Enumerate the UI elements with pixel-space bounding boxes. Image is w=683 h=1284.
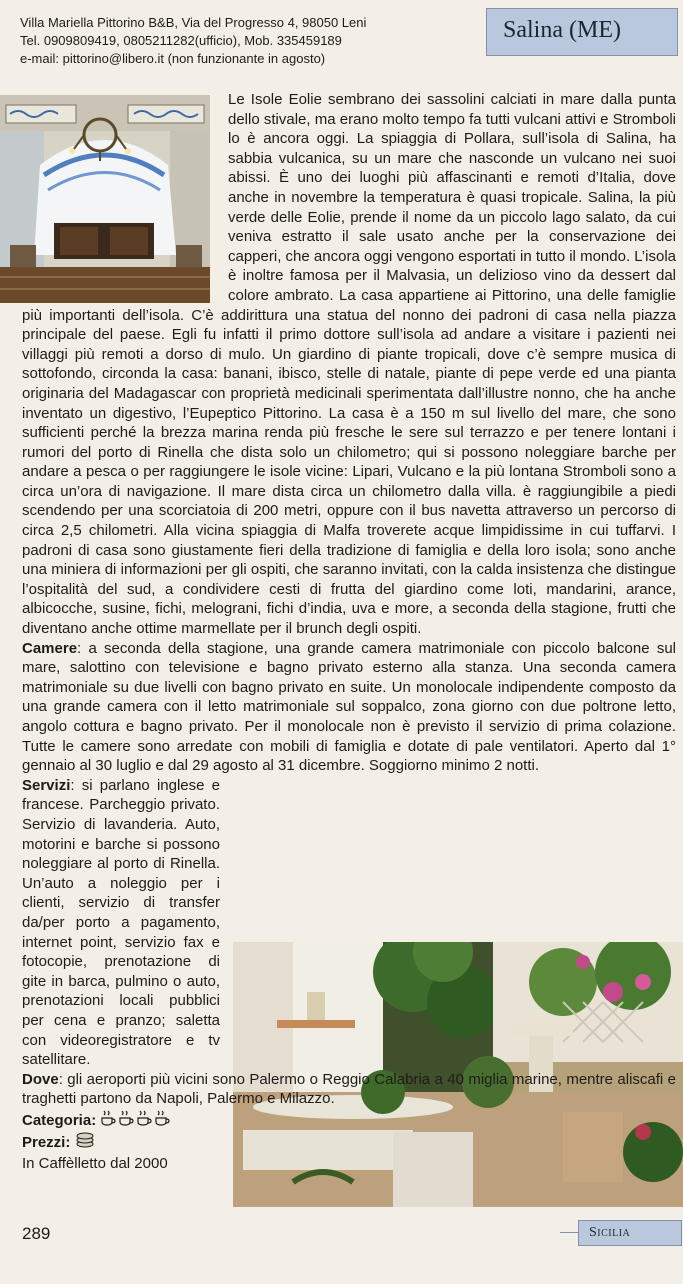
camere-label: Camere [22, 639, 78, 657]
article-body [22, 90, 676, 1174]
region-tab [486, 8, 678, 56]
coffee-cup-icon [100, 1109, 172, 1127]
camere-paragraph [22, 639, 676, 776]
phone-line: Tel. 0909809419, 0805211282(ufficio), Mob. 335459189 [20, 33, 342, 48]
dove-paragraph [22, 1070, 676, 1109]
section-title: Sicilia [589, 1225, 631, 1240]
contact-block [20, 14, 490, 68]
section-tab [578, 1220, 682, 1246]
dove-label: Dove [22, 1070, 59, 1088]
since-line: In Caffèlletto dal 2000 [22, 1155, 168, 1173]
dove-text: : gli aeroporti più vicini sono Palermo o Reggio Calabria a 40 miglia marine, mentre aliscafi e traghetti partono da Napoli, Palermo e Milazzo. [22, 1070, 676, 1108]
coffee-cup-icon-rating [100, 1109, 172, 1133]
categoria-line: Categoria: [22, 1109, 676, 1133]
page-number: 289 [22, 1224, 51, 1243]
garden-wrap-spacer [220, 776, 676, 1056]
servizi-text: : si parlano inglese e francese. Parcheggio privato. Servizio di lavanderia. Auto, motorini e barche si possono noleggiare al porto di Rinella. Un’auto a noleggio per i clienti, servizio di transfer da/per porto a pagamento, internet point, servizio fax e fotocopie, prenotazione di gite in barca, pulmino o auto, prenotazioni locali pubblici per cena e pranzo; saletta con videoregistratore e tv satellitare. [22, 776, 220, 1069]
address-line: Villa Mariella Pittorino B&B, Via del Progresso 4, 98050 Leni [20, 15, 367, 30]
prezzi-label: Prezzi [22, 1134, 66, 1152]
photo-wrap-spacer [22, 90, 228, 305]
email-line: e-mail: pittorino@libero.it (non funzionante in agosto) [20, 51, 326, 66]
region-title: Salina (ME) [503, 17, 621, 43]
intro-text: Le Isole Eolie sembrano dei sassolini calciati in mare dalla punta dello stivale, ma erano molto tempo fa tutti vulcani attivi e Stromboli lo è ancora oggi. La spiaggia di Pollara, sull’isola di Salina, ha sabbia vulcanica, su un mare che nasconde un vulcano nei suoi abissi. È uno dei luoghi più affascinanti e remoti d’Italia, dove anche in novembre la temperatura è quasi tropicale. Salina, la più verde delle Eolie, prende il nome da un piccolo lago salato, da cui veniva estratto il sale usato anche per la conservazione dei capperi, che ancora oggi vengono esportati in tutto il mondo. L’isola è inoltre famosa per il Malvasia, un delizioso vino da dessert dal colore ambrato. La casa appartiene ai Pittorino, una delle famiglie più importanti dell’isola. C’è addirittura una statua del nonno dei padroni di casa nella piazza principale del paese. Egli fu infatti il primo dottore sull’isola ad andare a visitare i pazienti nei villaggi più remoti a dorso di mulo. Un giardino di piante tropicali, dove c’è sempre musica di sottofondo, circonda la casa: banani, ibisco, stelle di natale, piante di pepe verde ed una pianta originaria del Madagascar con proprietà medicinali sperimentata dall’illustre nonno, che ha anche inventato un digestivo, l’Eupeptico Pittorino. La casa è a 150 m sul livello del mare, che sono sufficienti perché la brezza marina renda più fresche le sere sul terrazzo e per tenere lontani i rumori del porto di Rinella che dista solo un chilometro; qui si possono noleggiare barche per andare a pesca o per raggiungere le isole vicine: Lipari, Vulcano e la più lontana Stromboli sono a circa un’ora di navigazione. Il mare dista circa un chilometro dalla villa. è raggiungibile a piedi scendendo per una scorciatoia di 200 metri, oppure con il bus navetta attraverso un percorso di circa 2,5 chilometri. Alla vicina spiaggia di Malfa troverete acque limpidissime in cui tuffarvi. I padroni di casa sono giustamente fieri della tradizione di famiglia e della loro isola; sono anche una miniera di informazioni per gli ospiti, che saranno invitati, con la calda insistenza che distingue l’ospitalità del sud, a condividere cesti di frutta del giardino come loti, mandarini, arance, albicocche, susine, fichi, melograni, fichi d’india, uva e more, a seconda della stagione, frutti che diventano anche ottime marmellate per il brunch degli ospiti. [22, 91, 676, 638]
coin-stack-icon [75, 1132, 95, 1154]
footer-rule [560, 1232, 578, 1233]
camere-text: : a seconda della stagione, una grande camera matrimoniale con piccolo balcone sul mare, salottino con televisione e bagno privato esterno alla stanza. Una seconda camera matrimoniale su due livelli con bagno privato en suite. Un monolocale indipendente composto da una grande camera con il letto matrimoniale sul soppalco, zona giorno con due poltrone letto, angolo cottura e bagno privato. Per il monolocale non è previsto il servizio di prima colazione. Tutte le camere sono arredate con mobili di famiglia e dotate di pale ventilatori. Aperto dal 1° gennaio al 30 luglio e dal 29 agosto al 31 dicembre. Soggiorno minimo 2 notti. [22, 639, 676, 775]
categoria-label: Categoria [22, 1111, 92, 1129]
servizi-label: Servizi [22, 776, 71, 794]
prezzi-line: Prezzi: [22, 1132, 676, 1154]
